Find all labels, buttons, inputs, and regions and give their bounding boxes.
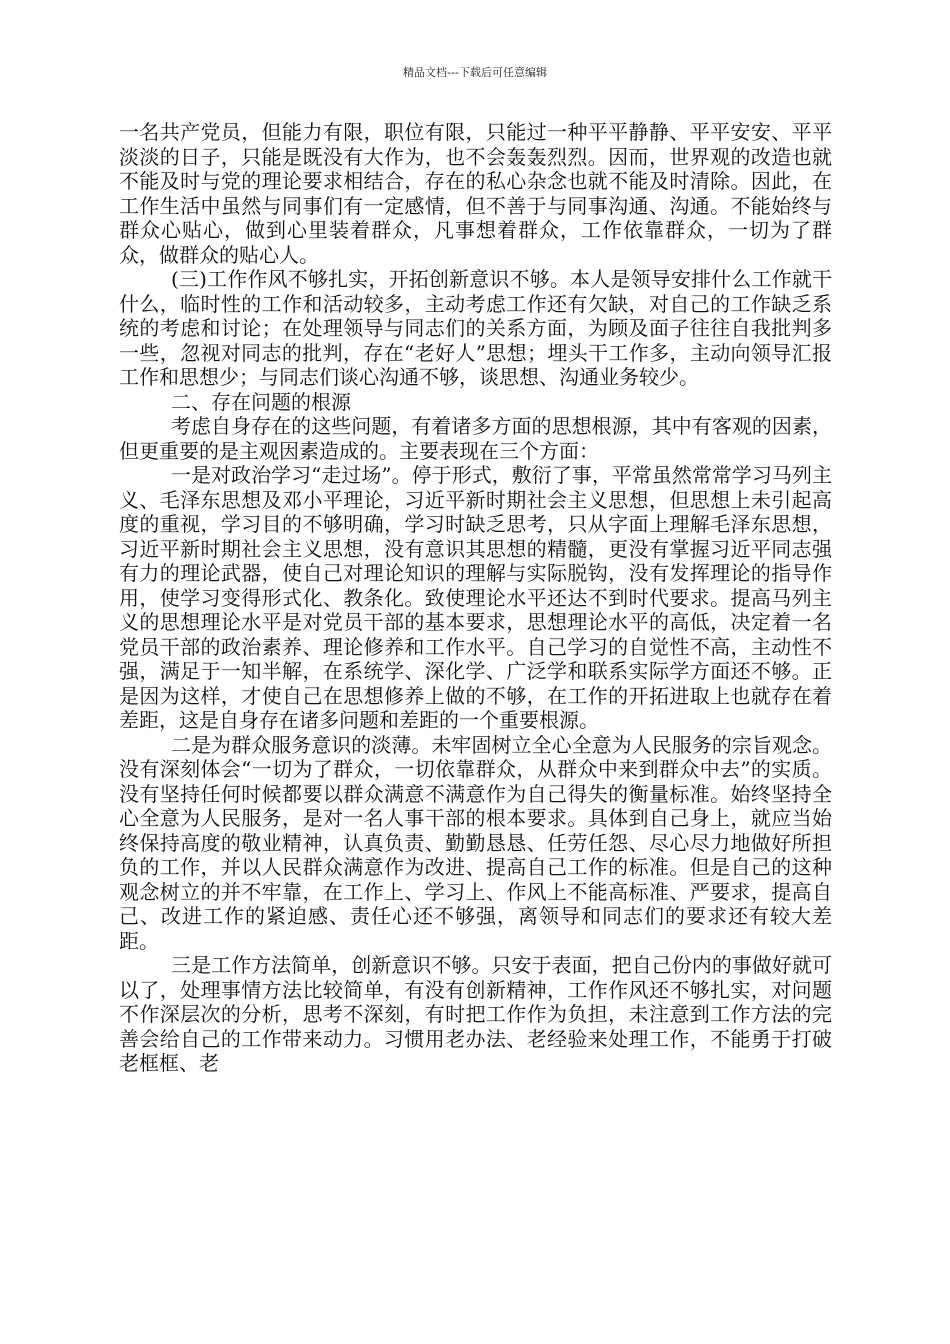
- paragraph-4: 一是对政治学习“走过场”。停于形式，敷衍了事，平常虽然常常学习马列主义、毛泽东思想及邓小平理论，习近平新时期社会主义思想，但思想上未引起高度的重视，学习目的不够明确，学习时缺乏思考，只从字面上理解毛泽东思想，习近平新时期社会主义思想，没有意识其思想的精髓，更没有掌握习近平同志强有力的理论武器，使自己对理论知识的理解与实际脱钩，没有发挥理论的指导作用，使学习变得形式化、教条化。致使理论水平还达不到时代要求。提高马列主义的思想理论水平是对党员干部的基本要求，思想理论水平的高低，决定着一名党员干部的政治素养、理论修养和工作水平。自己学习的自觉性不高，主动性不强，满足于一知半解，在系统学、深化学、广泛学和联系实际学方面还不够。正是因为这样，才使自己在思想修养上做的不够，在工作的开拓进取上也就存在着差距，这是自身存在诸多问题和差距的一个重要根源。: [119, 463, 832, 732]
- paragraph-6: 三是工作方法简单，创新意识不够。只安于表面，把自己份内的事做好就可以了，处理事情方法比较简单，有没有创新精神，工作作风还不够扎实，对问题不作深层次的分析，思考不深刻，有时把工作作为负担，未注意到工作方法的完善会给自己的工作带来动力。习惯用老办法、老经验来处理工作，不能勇于打破老框框、老: [119, 953, 832, 1075]
- paragraph-1: 一名共产党员，但能力有限，职位有限，只能过一种平平静静、平平安安、平平淡淡的日子，只能是既没有大作为，也不会轰轰烈烈。因而，世界观的改造也就不能及时与党的理论要求相结合，存在的私心杂念也就不能及时清除。因此，在工作生活中虽然与同事们有一定感情，但不善于与同事沟通、沟通。不能始终与群众心贴心，做到心里装着群众，凡事想着群众，工作依靠群众，一切为了群众，做群众的贴心人。: [119, 120, 832, 267]
- paragraph-5: 二是为群众服务意识的淡薄。未牢固树立全心全意为人民服务的宗旨观念。没有深刻体会“一切为了群众，一切依靠群众，从群众中来到群众中去”的实质。没有坚持任何时候都要以群众满意不满意作为自己得失的衡量标准。始终坚持全心全意为人民服务，是对一名人事干部的根本要求。具体到自己身上，就应当始终保持高度的敬业精神，认真负责、勤勤恳恳、任劳任怨、尽心尽力地做好所担负的工作，并以人民群众满意作为改进、提高自己工作的标准。但是自己的这种观念树立的并不牢靠，在工作上、学习上、作风上不能高标准、严要求，提高自己、改进工作的紧迫感、责任心还不够强，离领导和同志们的要求还有较大差距。: [119, 732, 832, 953]
- section-heading: 二、存在问题的根源: [171, 389, 351, 414]
- paragraph-3: 考虑自身存在的这些问题，有着诸多方面的思想根源，其中有客观的因素，但更重要的是主观因素造成的。主要表现在三个方面：: [119, 414, 832, 463]
- document-body: [119, 120, 832, 1076]
- paragraph-2: (三)工作作风不够扎实，开拓创新意识不够。本人是领导安排什么工作就干什么，临时性的工作和活动较多，主动考虑工作还有欠缺，对自己的工作缺乏系统的考虑和讨论；在处理领导与同志们的关系方面，为顾及面子往往自我批判多一些，忽视对同志的批判，存在“老好人”思想；埋头干工作多，主动向领导汇报工作和思想少；与同志们谈心沟通不够，谈思想、沟通业务较少。: [119, 267, 832, 389]
- page-header: 精品文档---下载后可任意编辑: [403, 66, 547, 79]
